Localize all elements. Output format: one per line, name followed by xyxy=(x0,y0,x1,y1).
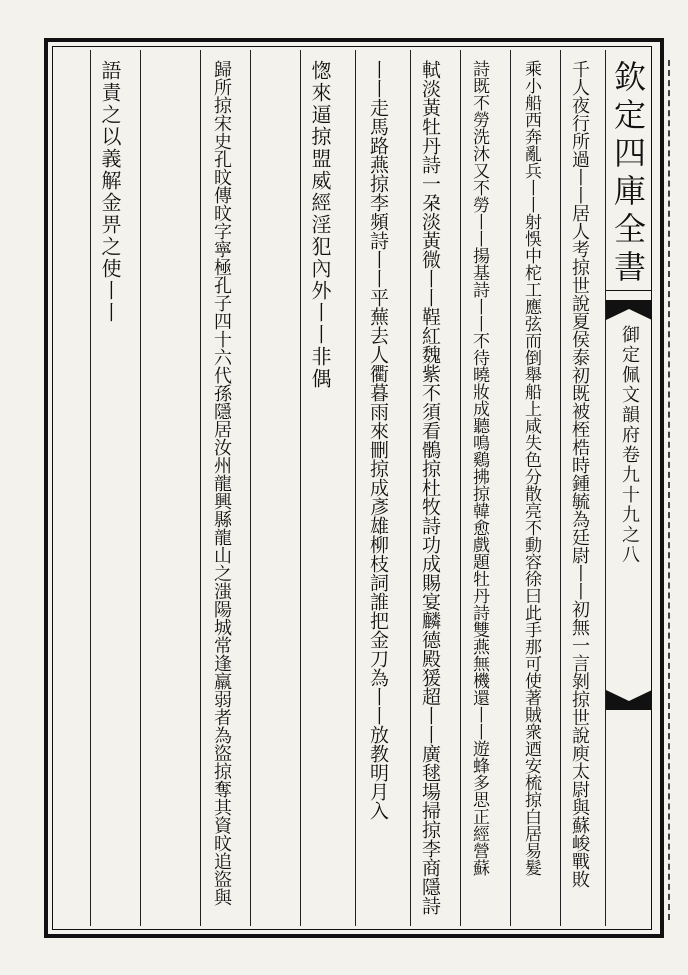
column-rule xyxy=(460,50,461,926)
page-inner-border xyxy=(52,46,652,930)
text-column-2: 乘小船西奔亂兵丨丨射悞中柁工應弦而倒舉船上咸失色分散亮不動容徐曰此手那可使著賊衆迺安梳掠白居易髮 xyxy=(521,60,541,876)
binding-edge xyxy=(668,60,688,920)
column-rule xyxy=(200,50,201,926)
volume-label: 御定佩文韻府卷九十九之八 xyxy=(619,325,640,565)
column-rule xyxy=(355,50,356,926)
column-rule xyxy=(560,50,561,926)
text-column-4: 軾淡黃牡丹詩一朶淡黃微丨丨鞓紅魏紫不須看鶻掠杜牧詩功成賜宴麟德殿猨超丨丨廣毬場掃掠李商隱詩 xyxy=(419,60,441,915)
text-column-3: 詩既不勞洗沐又不勞丨丨揚基詩丨丨不待曉妝成聽鳴鷄拂掠韓愈戲題牡丹詩雙燕無機還丨丨遊蜂多思正經營蘇 xyxy=(469,60,489,876)
text-column-7: 歸所掠宋史孔旼傳旼字寧極孔子四十六代孫隱居汝州龍興縣龍山之滍陽城常逢羸弱者為盜掠奪其資旼追盜與 xyxy=(211,60,232,906)
book-title: 欽定四庫全書 xyxy=(609,60,647,288)
column-rule xyxy=(300,50,301,926)
column-rule xyxy=(250,50,251,926)
text-column-6: 愡來逼掠盟威經淫犯內外丨丨非偶 xyxy=(308,60,332,390)
column-rule xyxy=(510,50,511,926)
column-rule xyxy=(605,50,606,926)
text-column-8: 語責之以義解金畀之使丨丨 xyxy=(98,60,122,324)
column-rule xyxy=(140,50,141,926)
text-column-1: 千人夜行所過丨丨居人考掠世說夏侯泰初既被桎梏時鍾毓為廷尉丨丨初無一言剝掠世說庾太尉與蘇峻戰敗 xyxy=(569,60,590,888)
column-rule xyxy=(410,50,411,926)
title-divider xyxy=(606,290,652,291)
text-column-5: 丨丨走馬路燕掠李頻詩丨丨平蕪去人衢暮雨來刪掠成彥雄柳枝詞誰把金刀為丨丨放教明月入 xyxy=(367,60,389,820)
column-rule xyxy=(90,50,91,926)
